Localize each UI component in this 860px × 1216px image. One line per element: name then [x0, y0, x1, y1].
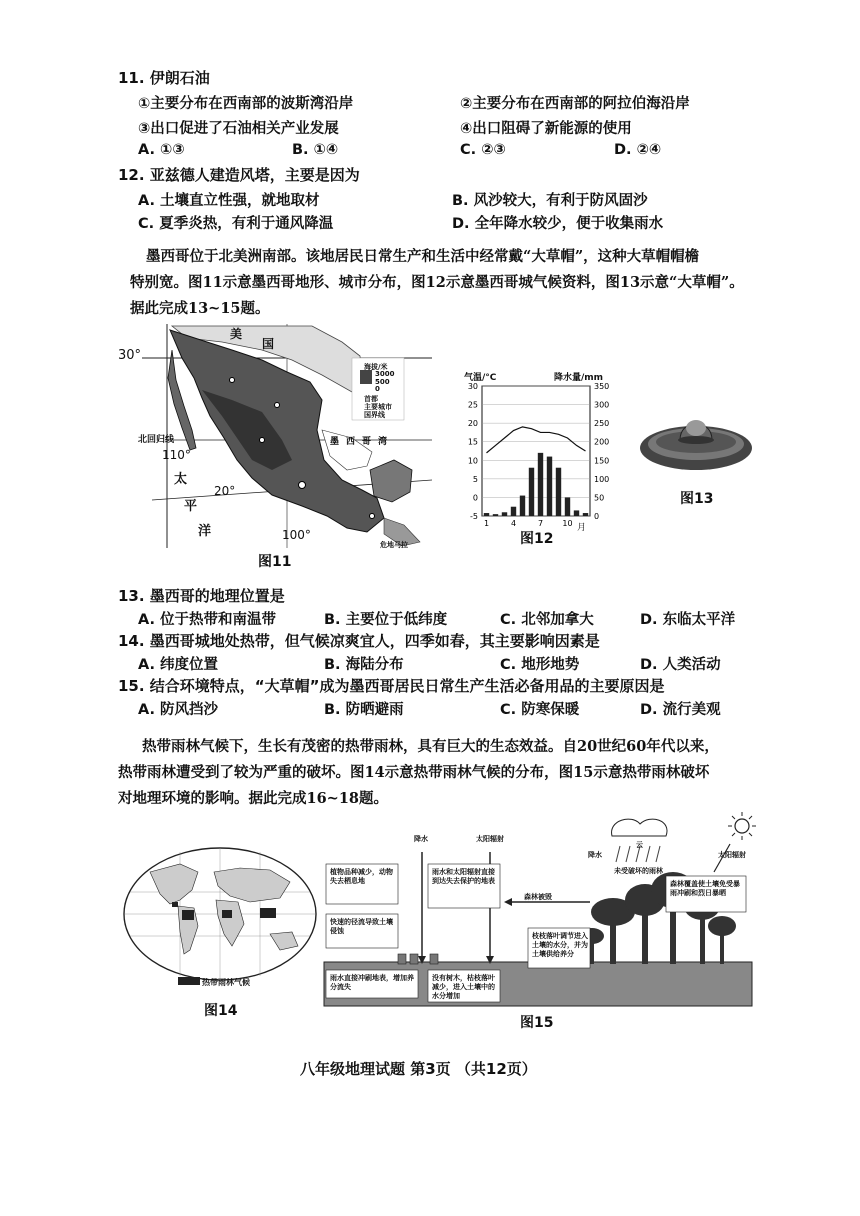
precip-bar	[484, 513, 489, 516]
figure-12-caption: 图12	[520, 531, 554, 547]
precip-bar	[556, 468, 561, 516]
q13-option-d: D. 东临太平洋	[640, 612, 736, 628]
q12-stem: 12. 亚兹德人建造风塔，主要是因为	[118, 166, 360, 184]
map-label-pacific-2: 平	[184, 499, 198, 514]
precip-bar	[583, 513, 588, 516]
map-label-lon110: 110°	[162, 448, 191, 462]
chart-ytick-precip: 100	[594, 474, 610, 484]
map-legend-0: 0	[375, 385, 380, 393]
q11-option-c: C. ②③	[460, 142, 506, 158]
precip-bar	[574, 510, 579, 516]
chart-temp-label: 气温/°C	[464, 373, 497, 383]
map-legend-border: 国界线	[364, 411, 385, 419]
chart-ytick-precip: 0	[594, 512, 600, 521]
passage-mexico	[130, 244, 790, 322]
chart-ytick-precip: 350	[594, 382, 610, 391]
q14-option-a: A. 纬度位置	[138, 657, 219, 673]
passage-rainforest-line-3: 对地理环境的影响。据此完成16~18题。	[118, 790, 389, 807]
map-label-gulf: 墨西哥湾	[330, 437, 395, 447]
q11-option-b: B. ①④	[292, 142, 339, 158]
diagram-label-cloud: 云	[636, 841, 643, 849]
map-label-lat20: 20°	[214, 484, 236, 498]
map-label-guatemala: 危地马拉	[380, 541, 408, 549]
q14-stem: 14. 墨西哥城地处热带，但气候凉爽宜人，四季如春，其主要影响因素是	[118, 632, 600, 650]
q12-option-d: D. 全年降水较少，便于收集雨水	[452, 216, 664, 232]
page-footer: 八年级地理试题 第3页 （共12页）	[300, 1060, 537, 1078]
passage-mexico-line-1: 墨西哥位于北美洲南部。该地居民日常生产和生活中经常戴“大草帽”，这种大草帽帽檐	[146, 248, 700, 265]
chart-precip-label: 降水量/mm	[554, 373, 604, 383]
figure-13-caption: 图13	[680, 491, 714, 507]
map-label-guo: 国	[262, 337, 275, 351]
q13-option-a: A. 位于热带和南温带	[138, 612, 277, 628]
passage-mexico-line-3: 据此完成13~15题。	[130, 300, 270, 317]
precip-bar	[565, 497, 570, 516]
passage-rainforest	[118, 734, 798, 812]
diagram-text-soil-erosion: 快速的径流导致土壤侵蚀	[330, 918, 393, 935]
map-label-tropic: 北回归线	[138, 435, 175, 445]
map-label-lon100: 100°	[282, 528, 311, 542]
map-label-pacific-1: 太	[174, 472, 188, 487]
figure-15-caption: 图15	[520, 1015, 554, 1031]
q14-option-c: C. 地形地势	[500, 657, 580, 673]
map-legend-title: 海拔/米	[364, 363, 388, 371]
diagram-text-direct-exposure: 雨水和太阳辐射直接到达失去保护的地表	[432, 868, 495, 885]
world-map-graphic	[120, 842, 320, 992]
q13-option-b: B. 主要位于低纬度	[324, 612, 448, 628]
figure-14-world-map	[120, 842, 320, 1017]
climate-chart-svg	[456, 382, 616, 532]
map-legend-city: 主要城市	[364, 403, 392, 411]
chart-ytick-temp: 5	[472, 474, 478, 484]
q11-option-d: D. ②④	[614, 142, 662, 158]
q12-option-c: C. 夏季炎热，有利于通风降温	[138, 216, 334, 232]
chart-ytick-temp: -5	[470, 512, 478, 521]
map-label-pacific-3: 洋	[198, 524, 212, 539]
chart-xtick: 1	[483, 519, 490, 528]
q12-option-b: B. 风沙较大，有利于防风固沙	[452, 193, 648, 209]
chart-ytick-precip: 200	[594, 437, 610, 447]
q11-option-a: A. ①③	[138, 142, 185, 158]
q15-option-c: C. 防寒保暖	[500, 702, 580, 718]
q11-statement-4: ④出口阻碍了新能源的使用	[460, 121, 632, 137]
diagram-label-intact-forest: 未受破坏的雨林	[614, 867, 663, 875]
precip-bar	[538, 453, 543, 516]
map-label-lat30: 30°	[118, 348, 142, 363]
chart-ytick-temp: 0	[472, 493, 478, 503]
chart-xtick: 4	[510, 519, 517, 528]
figure-11-caption: 图11	[258, 554, 292, 570]
diagram-text-runoff: 雨水直接冲刷地表，增加养分流失	[330, 974, 414, 991]
chart-frame	[482, 386, 590, 516]
diagram-text-species-loss: 植物品种减少，动物失去栖息地	[330, 868, 393, 885]
map-legend-capital: 首都	[364, 395, 378, 403]
chart-ytick-precip: 250	[594, 419, 610, 429]
precip-bar	[493, 514, 498, 516]
map-legend-500: 500	[375, 378, 390, 386]
passage-rainforest-line-2: 热带雨林遭受到了较为严重的破坏。图14示意热带雨林气候的分布，图15示意热带雨林破坏	[118, 764, 710, 781]
q15-option-d: D. 流行美观	[640, 702, 721, 718]
figure-12-climate-chart	[456, 370, 616, 550]
chart-ytick-temp: 25	[467, 400, 478, 410]
precip-bar	[529, 468, 534, 516]
diagram-text-forest-cut: 森林被毁	[524, 893, 552, 901]
q14-option-d: D. 人类活动	[640, 657, 721, 673]
diagram-label-solar-left: 太阳辐射	[476, 835, 504, 843]
map-label-us: 美	[230, 327, 243, 341]
precip-bar	[547, 457, 552, 516]
diagram-text-no-cover: 没有树木，枯枝落叶减少，进入土壤中的水分增加	[432, 974, 495, 1000]
chart-month-unit: 月	[577, 523, 587, 533]
chart-ytick-temp: 30	[467, 382, 478, 391]
sombrero-image	[636, 400, 756, 480]
q13-stem: 13. 墨西哥的地理位置是	[118, 587, 285, 605]
precip-bar	[511, 507, 516, 516]
q15-option-a: A. 防风挡沙	[138, 702, 219, 718]
figure-11-mexico-map	[112, 320, 442, 570]
q11-stem: 11. 伊朗石油	[118, 69, 210, 87]
chart-ytick-temp: 10	[467, 456, 478, 466]
chart-ytick-precip: 150	[594, 456, 610, 466]
chart-ytick-precip: 50	[594, 493, 605, 503]
world-map-legend-label: 热带雨林气候	[202, 978, 250, 987]
q11-statement-2: ②主要分布在西南部的阿拉伯海沿岸	[460, 96, 690, 112]
world-map-legend-swatch	[178, 977, 200, 985]
diagram-text-litter-nutrients: 枝枝落叶调节进入土壤的水分，并为土壤供给养分	[532, 932, 588, 958]
q15-stem: 15. 结合环境特点，“大草帽”成为墨西哥居民日常生产生活必备用品的主要原因是	[118, 677, 665, 695]
q13-option-c: C. 北邻加拿大	[500, 612, 594, 628]
q11-statement-1: ①主要分布在西南部的波斯湾沿岸	[138, 96, 354, 112]
figure-14-caption: 图14	[204, 1003, 238, 1019]
chart-xtick: 7	[537, 519, 544, 528]
diagram-label-rain-left: 降水	[414, 835, 428, 843]
chart-ytick-temp: 15	[467, 437, 478, 447]
q11-statement-3: ③出口促进了石油相关产业发展	[138, 121, 339, 137]
diagram-label-rain-right: 降水	[588, 851, 602, 859]
passage-mexico-line-2: 特别宽。图11示意墨西哥地形、城市分布，图12示意墨西哥城气候资料，图13示意“大草帽”。	[130, 274, 744, 291]
passage-rainforest-line-1: 热带雨林气候下，生长有茂密的热带雨林，具有巨大的生态效益。自20世纪60年代以来，	[142, 738, 719, 755]
map-legend-3000: 3000	[375, 370, 395, 378]
diagram-text-canopy-protection: 森林覆盖使土壤免受暴雨冲刷和烈日暴晒	[670, 880, 740, 897]
chart-ytick-temp: 20	[467, 419, 478, 429]
q12-option-a: A. 土壤直立性强，就地取材	[138, 193, 320, 209]
chart-xtick: 10	[562, 519, 573, 528]
figure-15-rainforest-diagram	[320, 810, 760, 1030]
precip-bar	[502, 512, 507, 516]
figure-13-sombrero	[636, 400, 756, 510]
precip-bar	[520, 496, 525, 516]
diagram-label-solar-right: 太阳辐射	[718, 851, 746, 859]
q15-option-b: B. 防晒避雨	[324, 702, 404, 718]
q14-option-b: B. 海陆分布	[324, 657, 404, 673]
chart-ytick-precip: 300	[594, 400, 610, 410]
